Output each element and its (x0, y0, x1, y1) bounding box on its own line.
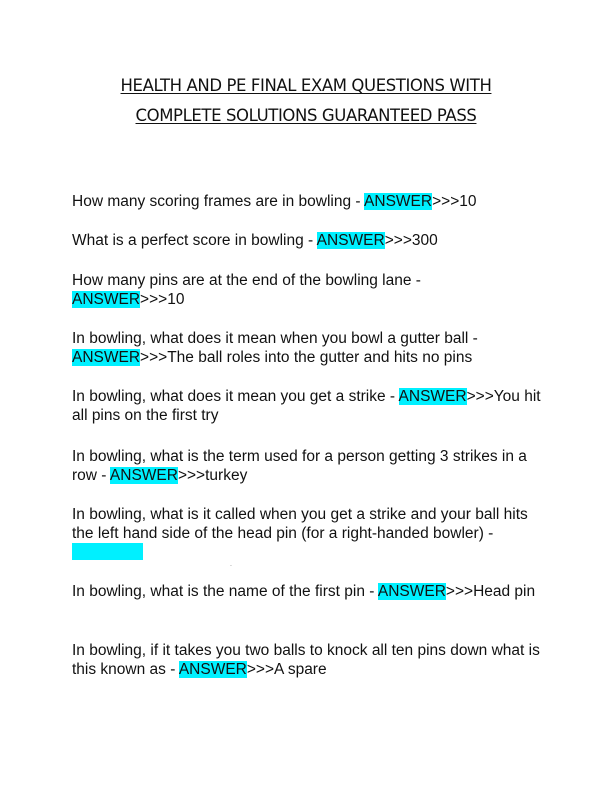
answer-text: 300 (411, 232, 438, 249)
answer-label: ANSWER (377, 583, 446, 600)
answer-label: ANSWER (72, 349, 141, 366)
title-line-1: HEALTH AND PE FINAL EXAM QUESTIONS WITH (120, 76, 492, 95)
answer-separator: >>> (246, 661, 275, 678)
stray-mark: . (230, 561, 232, 568)
answer-separator: >>> (432, 193, 460, 210)
answer-separator: >>> (466, 388, 494, 405)
answer-text: 10 (167, 291, 185, 308)
answer-text: Head pin (473, 583, 536, 600)
answer-text: The ball roles into the gutter and hits no pins (167, 349, 473, 366)
qa-item (72, 641, 547, 679)
answer-label: ANSWER (109, 467, 178, 484)
question-text: In bowling, what is it called when you get a strike and your ball hits the left hand side of the head pin (for a right-handed bowler) - (72, 506, 528, 542)
answer-label: ANSWER (364, 193, 433, 210)
answer-separator: >>> (140, 291, 168, 308)
answer-separator: >>> (384, 232, 412, 249)
qa-item (72, 582, 547, 601)
question-text: How many scoring frames are in bowling - (72, 193, 365, 210)
qa-item (72, 387, 547, 425)
qa-item (72, 192, 547, 211)
qa-item (72, 447, 547, 485)
answer-text: 10 (459, 193, 477, 210)
qa-item (72, 505, 547, 562)
answer-label: ANSWER (178, 661, 247, 678)
question-text: In bowling, what is the name of the first pin - (72, 583, 378, 600)
answer-text: You hit all pins on the first try (72, 388, 541, 424)
qa-item (72, 271, 547, 309)
answer-separator: >>> (445, 583, 474, 600)
question-text: In bowling, if it takes you two balls to knock all ten pins down what is this known as - (72, 642, 540, 678)
answer-text: A spare (274, 661, 327, 678)
answer-label: ANSWER (398, 388, 467, 405)
answer-label: ANSWER (72, 291, 141, 308)
question-text: What is a perfect score in bowling - (72, 232, 317, 249)
question-text: How many pins are at the end of the bowling lane - (72, 272, 421, 289)
answer-highlight-blank (72, 543, 143, 560)
qa-item (72, 231, 547, 250)
answer-separator: >>> (140, 349, 168, 366)
answer-text: turkey (205, 467, 248, 484)
question-text: In bowling, what does it mean when you bowl a gutter ball - (72, 330, 478, 347)
question-text: In bowling, what does it mean you get a strike - (72, 388, 399, 405)
answer-label: ANSWER (316, 232, 385, 249)
title-line-2: COMPLETE SOLUTIONS GUARANTEED PASS (135, 106, 477, 125)
answer-separator: >>> (177, 467, 206, 484)
qa-item (72, 329, 547, 367)
question-text: In bowling, what is the term used for a person getting 3 strikes in a row - (72, 448, 527, 484)
